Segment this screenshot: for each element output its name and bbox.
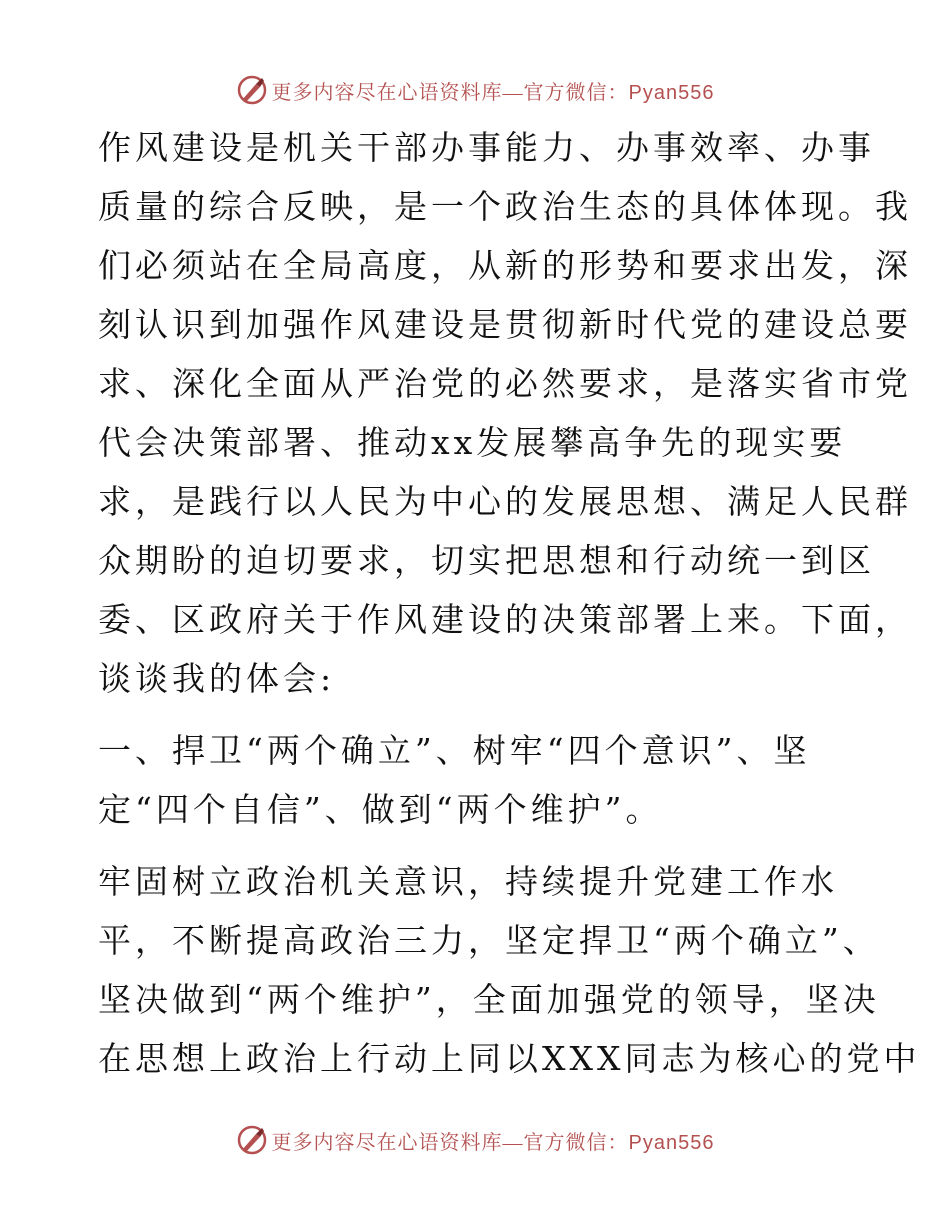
paragraph-intro (98, 118, 912, 708)
footer-watermark-banner (0, 1120, 950, 1160)
header-watermark-banner (0, 70, 950, 110)
text-line: 坚决做到“两个维护”，全面加强党的领导，坚决 (98, 980, 880, 1019)
heading-line: 定“四个自信”、做到“两个维护”。 (98, 790, 663, 829)
text-line: 作风建设是机关干部办事能力、办事效率、办事 (98, 128, 875, 167)
document-body (98, 118, 921, 1088)
text-line: 刻认识到加强作风建设是贯彻新时代党的建设总要 (98, 305, 912, 344)
text-line: 代会决策部署、推动xx发展攀高争先的现实要 (98, 423, 847, 462)
header-banner-handle: Pyan556 (628, 81, 715, 104)
section-heading-1 (98, 721, 850, 839)
text-line: 平，不断提高政治三力，坚定捍卫“两个确立”、 (98, 921, 880, 960)
text-line: 求，是践行以人民为中心的发展思想、满足人民群 (98, 482, 912, 521)
text-line: 委、区政府关于作风建设的决策部署上来。下面， (98, 600, 912, 639)
header-banner-text: 更多内容尽在心语资料库—官方微信：Pyan556 (271, 81, 715, 104)
text-line: 牢固树立政治机关意识，持续提升党建工作水 (98, 862, 838, 901)
pen-logo-icon (236, 74, 268, 106)
heading-line: 一、捍卫“两个确立”、树牢“四个意识”、坚 (98, 731, 811, 770)
text-line: 谈谈我的体会: (98, 659, 336, 698)
text-line: 质量的综合反映，是一个政治生态的具体体现。我 (98, 187, 912, 226)
text-line: 众期盼的迫切要求，切实把思想和行动统一到区 (98, 541, 875, 580)
text-line: 求、深化全面从严治党的必然要求，是落实省市党 (98, 364, 912, 403)
footer-banner-handle: Pyan556 (628, 1131, 715, 1154)
footer-banner-text: 更多内容尽在心语资料库—官方微信：Pyan556 (271, 1131, 715, 1154)
text-line: 在思想上政治上行动上同以XXX同志为核心的党中 (98, 1039, 921, 1078)
pen-logo-icon (236, 1124, 268, 1156)
paragraph-section-1 (98, 852, 921, 1088)
text-line: 们必须站在全局高度，从新的形势和要求出发，深 (98, 246, 912, 285)
